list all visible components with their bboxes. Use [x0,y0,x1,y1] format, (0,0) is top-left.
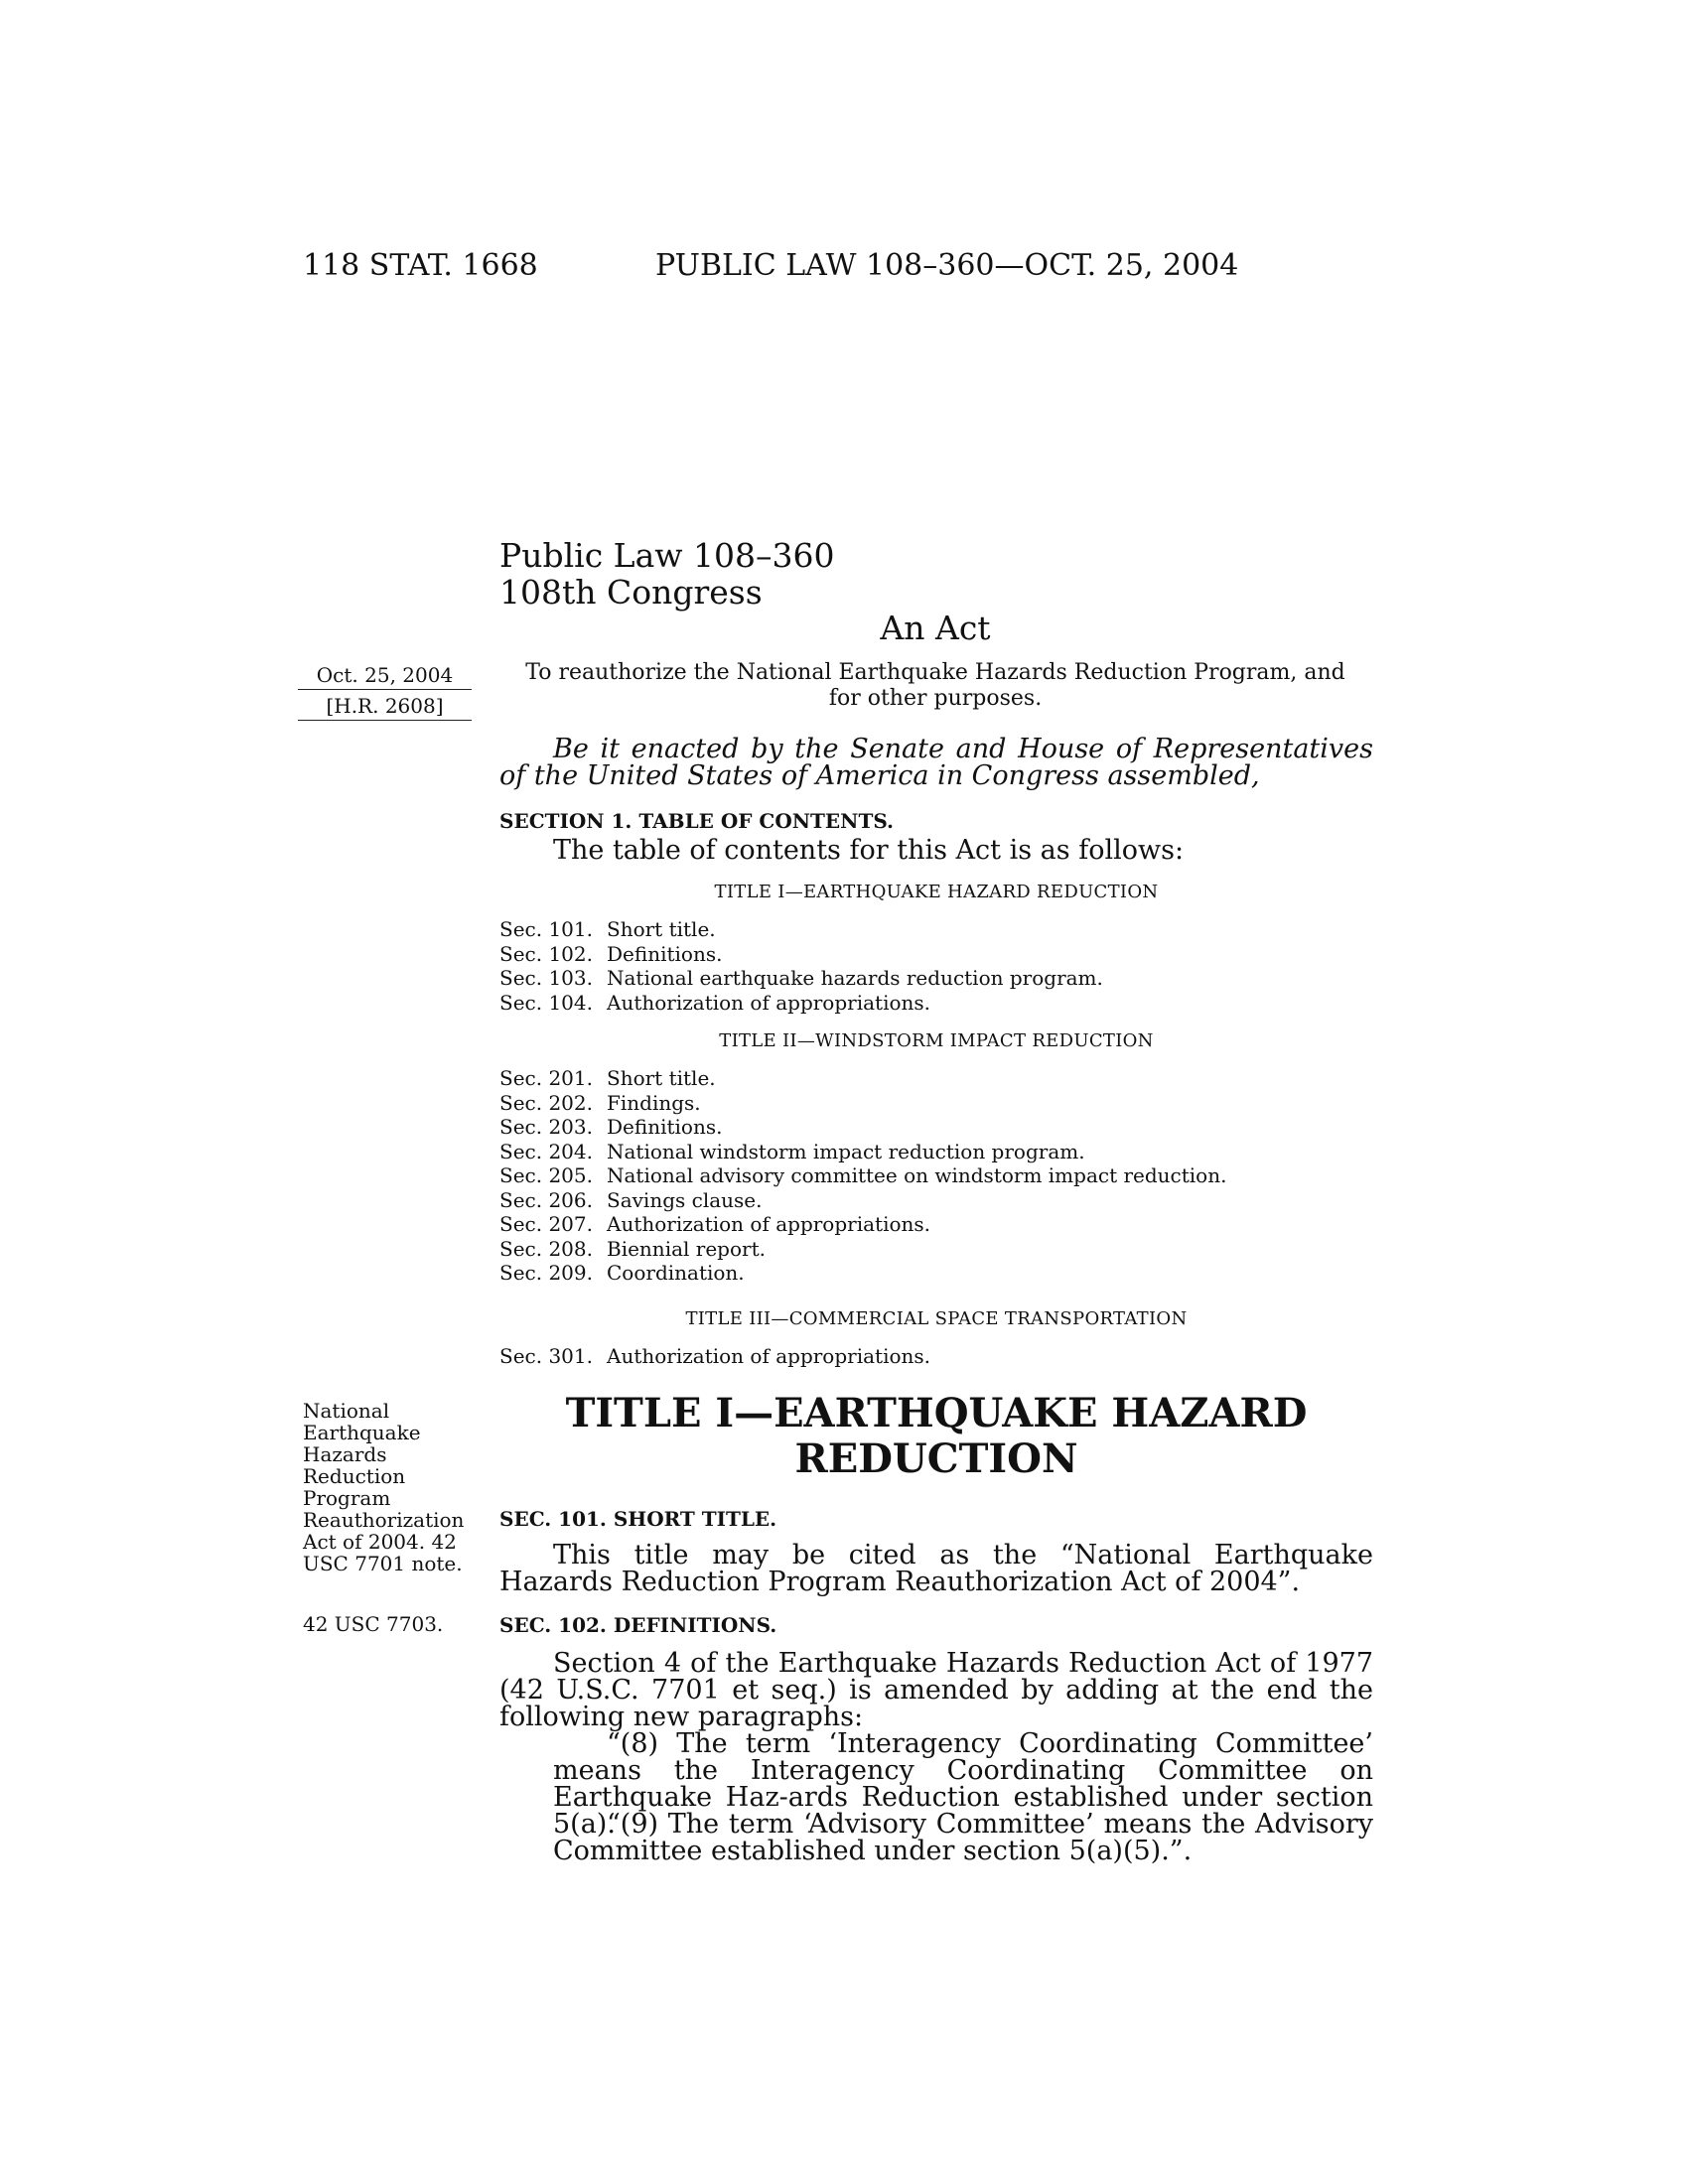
margin-note-definitions: 42 USC 7703. [303,1612,444,1636]
toc-item: Sec. 204. National windstorm impact reduction program. [499,1139,1085,1163]
paragraph-9: “(9) The term ‘Advisory Committee’ means the Advisory Committee established under section 5(a)(5).”. [553,1809,1373,1866]
toc-item: Sec. 103. National earthquake hazards reduction program. [499,966,1103,990]
toc-title-2: TITLE II—WINDSTORM IMPACT REDUCTION [719,1030,1154,1051]
toc-item: Sec. 203. Definitions. [499,1115,723,1139]
sec-102-heading: SEC. 102. DEFINITIONS. [499,1613,777,1637]
toc-item: Sec. 202. Findings. [499,1090,701,1115]
toc-item: Sec. 207. Authorization of appropriations. [499,1212,931,1236]
toc-item: Sec. 201. Short title. [499,1066,716,1090]
toc-item: Sec. 102. Definitions. [499,941,723,966]
toc-intro: The table of contents for this Act is as follows: [553,835,1185,866]
sec-101-heading: SEC. 101. SHORT TITLE. [499,1507,777,1531]
toc-item: Sec. 301. Authorization of appropriations. [499,1344,931,1368]
margin-date: Oct. 25, 2004 [298,662,472,690]
an-act-label: An Act [880,609,991,647]
sec-101-text: This title may be cited as the “National Earthquake Hazards Reduction Program Reauthorization Act of 2004”. [499,1540,1373,1597]
stat-reference: 118 STAT. 1668 [303,248,538,283]
margin-bill-number: [H.R. 2608] [298,693,472,721]
toc-list-title-2 [499,1066,1226,1286]
toc-list-title-1 [499,917,1103,1015]
law-heading [499,537,834,611]
congress: 108th Congress [499,573,763,612]
title-1-heading: TITLE I—EARTHQUAKE HAZARD REDUCTION [565,1390,1308,1482]
running-title: PUBLIC LAW 108–360—OCT. 25, 2004 [655,248,1239,283]
toc-title-1: TITLE I—EARTHQUAKE HAZARD REDUCTION [714,882,1159,902]
paragraph-8: “(8) The term ‘Interagency Coordinating Committee’ means the Interagency Coordinating Committee on Earthquake Haz-ards Reduction established under section 5(a). [553,1728,1373,1840]
toc-title-3: TITLE III—COMMERCIAL SPACE TRANSPORTATION [685,1308,1188,1329]
toc-list-title-3 [499,1344,930,1369]
toc-item: Sec. 206. Savings clause. [499,1187,763,1212]
enacting-clause: Be it enacted by the Senate and House of Representatives of the United States of America in Congress assembled, [499,734,1373,791]
toc-item: Sec. 209. Coordination. [499,1261,745,1285]
act-purpose: To reauthorize the National Earthquake Hazards Reduction Program, and for other purposes. [525,660,1345,711]
sec-102-text: Section 4 of the Earthquake Hazards Reduction Act of 1977 (42 U.S.C. 7701 et seq.) is amended by adding at the end the following new paragraphs: [499,1648,1373,1732]
toc-item: Sec. 208. Biennial report. [499,1236,766,1261]
toc-item: Sec. 104. Authorization of appropriations. [499,990,931,1015]
toc-item: Sec. 205. National advisory committee on windstorm impact reduction. [499,1163,1227,1187]
section-1-heading: SECTION 1. TABLE OF CONTENTS. [499,809,895,833]
margin-note-short-title: National Earthquake Hazards Reduction Program Reauthorization Act of 2004. 42 USC 7701 note. [303,1399,465,1575]
toc-item: Sec. 101. Short title. [499,917,716,941]
public-law-number: Public Law 108–360 [499,536,835,575]
